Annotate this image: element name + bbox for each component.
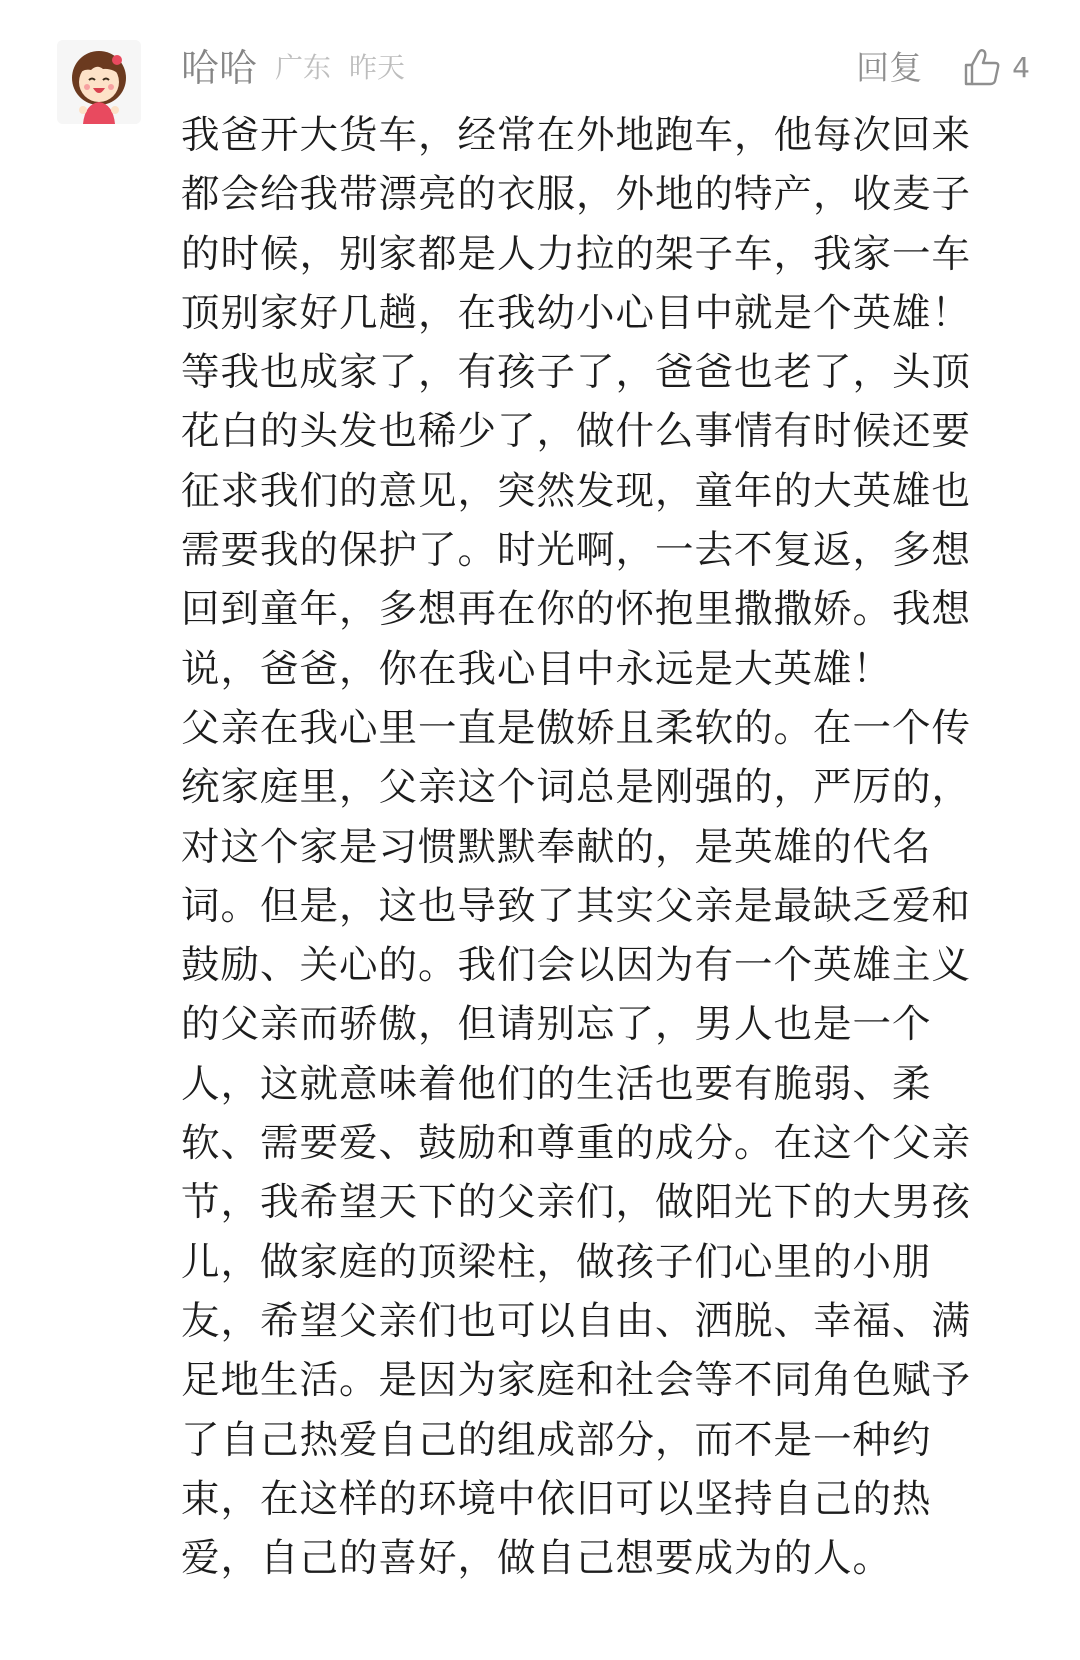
comment-text-line: 词。但是，这也导致了其实父亲是最缺乏爱和: [181, 883, 972, 929]
comment-text-line: 的父亲而骄傲，但请别忘了，男人也是一个: [181, 1002, 932, 1048]
comment-text-line: 对这个家是习惯默默奉献的，是英雄的代名: [181, 824, 932, 870]
comment-text-line: 说，爸爸，你在我心目中永远是大英雄！: [181, 646, 893, 692]
comment-text-line: 我爸开大货车，经常在外地跑车，他每次回来: [181, 113, 972, 158]
comment-text-line: 父亲在我心里一直是傲娇且柔软的。在一个传: [181, 705, 972, 751]
like-count: 4: [1012, 51, 1030, 84]
reply-button[interactable]: 回复: [856, 48, 923, 87]
comment-header: [181, 40, 1030, 96]
comment-text-line: 回到童年，多想再在你的怀抱里撒撒娇。我想: [181, 587, 972, 633]
user-location: 广东: [275, 51, 332, 84]
username[interactable]: 哈哈: [181, 46, 258, 90]
cartoon-girl-avatar-icon: [57, 40, 141, 124]
comment-text-line: 爱，自己的喜好，做自己想要成为的人。: [181, 1536, 893, 1582]
comment-text-line: 节，我希望天下的父亲们，做阳光下的大男孩: [181, 1180, 972, 1226]
comment-text-line: 软、需要爱、鼓励和尊重的成分。在这个父亲: [181, 1121, 972, 1167]
comment-text-line: 儿，做家庭的顶梁柱，做孩子们心里的小朋: [181, 1239, 932, 1285]
comment-text-line: 统家庭里，父亲这个词总是刚强的，严厉的，: [181, 765, 972, 811]
thumbs-up-icon[interactable]: [960, 46, 1004, 90]
comment-text-line: 都会给我带漂亮的衣服，外地的特产，收麦子: [181, 172, 972, 218]
comment-text-line: 了自己热爱自己的组成部分，而不是一种约: [181, 1417, 932, 1463]
comment-text-line: 顶别家好几趟，在我幼小心目中就是个英雄！: [181, 290, 972, 336]
comment-text-line: 的时候，别家都是人力拉的架子车，我家一车: [181, 231, 972, 277]
user-avatar[interactable]: [57, 40, 141, 124]
comment-text-line: 需要我的保护了。时光啊，一去不复返，多想: [181, 528, 972, 574]
comment-text-line: 人，这就意味着他们的生活也要有脆弱、柔: [181, 1061, 932, 1107]
comment-text-line: 花白的头发也稀少了，做什么事情有时候还要: [181, 409, 972, 455]
comment-time: 昨天: [349, 51, 406, 84]
like-button[interactable]: [960, 40, 1030, 96]
comment-text-line: 等我也成家了，有孩子了，爸爸也老了，头顶: [181, 350, 972, 396]
comment-text-line: 征求我们的意见，突然发现，童年的大英雄也: [181, 468, 972, 514]
comment-text-line: 束，在这样的环境中依旧可以坚持自己的热: [181, 1476, 932, 1522]
comment-text-line: 鼓励、关心的。我们会以因为有一个英雄主义: [181, 943, 972, 989]
comment-text-line: 足地生活。是因为家庭和社会等不同角色赋予: [181, 1358, 972, 1404]
comment-text-line: 友，希望父亲们也可以自由、洒脱、幸福、满: [181, 1298, 972, 1344]
comment-text: [181, 106, 991, 1588]
